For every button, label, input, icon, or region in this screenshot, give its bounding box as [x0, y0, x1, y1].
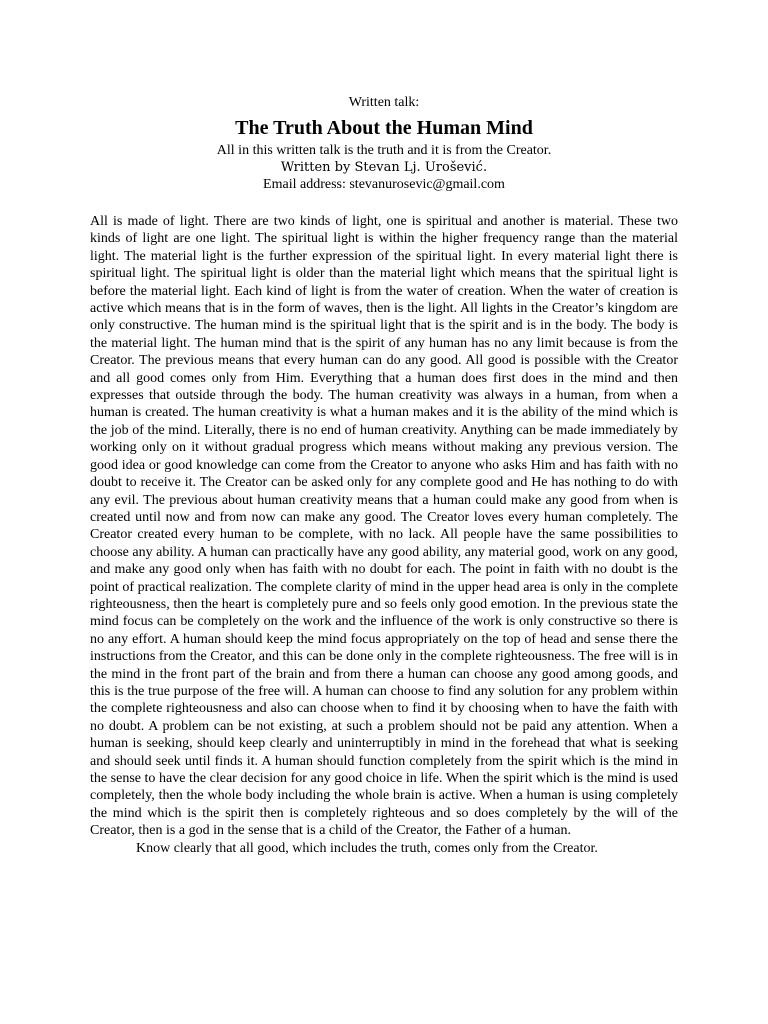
document-author: Written by Stevan Lj. Urošević. — [280, 160, 488, 175]
document-title: The Truth About the Human Mind — [235, 117, 533, 139]
document-email: Email address: stevanurosevic@gmail.com — [263, 177, 505, 192]
document-header — [90, 94, 678, 193]
document-kicker: Written talk: — [348, 95, 420, 110]
document-body — [90, 213, 678, 857]
closing-paragraph: Know clearly that all good, which includes the truth, comes only from the Creator. — [136, 840, 598, 856]
document-subtitle: All in this written talk is the truth and it is from the Creator. — [216, 143, 552, 158]
body-paragraph: All is made of light. There are two kinds of light, one is spiritual and another is material. These two kinds of light are one light. The spiritual light is within the higher frequency range than the material light. The material light is the further expression of the spiritual light. In every material light there is spiritual light. The spiritual light is older than the material light which means that the spiritual light is before the material light. Each kind of light is from the water of creation. When the water of creation is active which means that is in the form of waves, then is the light. All lights in the Creator’s kingdom are only constructive. The human mind is the spiritual light that is the spirit and is in the body. The body is the material light. The human mind that is the spirit of any human has no any limit because is from the Creator. The previous means that every human can do any good. All good is possible with the Creator and all good comes only from Him. Everything that a human does first does in the mind and then expresses that outside through the body. The human creativity was always in a human, from when a human is created. The human creativity is what a human makes and it is the ability of the mind which is the job of the mind. Literally, there is no end of human creativity. Anything can be made immediately by working only on it without gradual progress which means without making any previous version. The good idea or good knowledge can come from the Creator to anyone who asks Him and has faith with no doubt to receive it. The Creator can be asked only for any complete good and He has nothing to do with any evil. The previous about human creativity means that a human could make any good from when is created until now and from now can make any good. The Creator loves every human completely. The Creator created every human to be complete, with no lack. All people have the same possibilities to choose any ability. A human can practically have any good ability, any material good, work on any good, and make any good only when has faith with no doubt for each. The point in faith with no doubt is the point of practical realization. The complete clarity of mind in the upper head area is only in the complete righteousness, then the heart is completely pure and so feels only good emotion. In the previous state the mind focus can be completely on the work and the influence of the work is only constructive so there is no any effort. A human should keep the mind focus appropriately on the top of head and sense there the instructions from the Creator, and this can be done only in the complete righteousness. The free will is in the mind in the front part of the brain and from there a human can choose any good among goods, and this is the true purpose of the free will. A human can choose to find any solution for any problem within the complete righteousness and also can choose when to find it by choosing when to have the faith with no doubt. A problem can be not existing, at such a problem should not be paid any attention. When a human is seeking, should keep clearly and uninterruptibly in mind in the forehead that what is seeking and should seek until finds it. A human should function completely from the spirit which is the mind in the sense to have the clear decision for any good choice in life. When the spirit which is the mind is used completely, then the whole body including the whole brain is active. When a human is using completely the mind which is the spirit then is completely righteous and so does completely by the will of the Creator, then is a god in the sense that is a child of the Creator, the Father of a human. — [90, 214, 678, 839]
